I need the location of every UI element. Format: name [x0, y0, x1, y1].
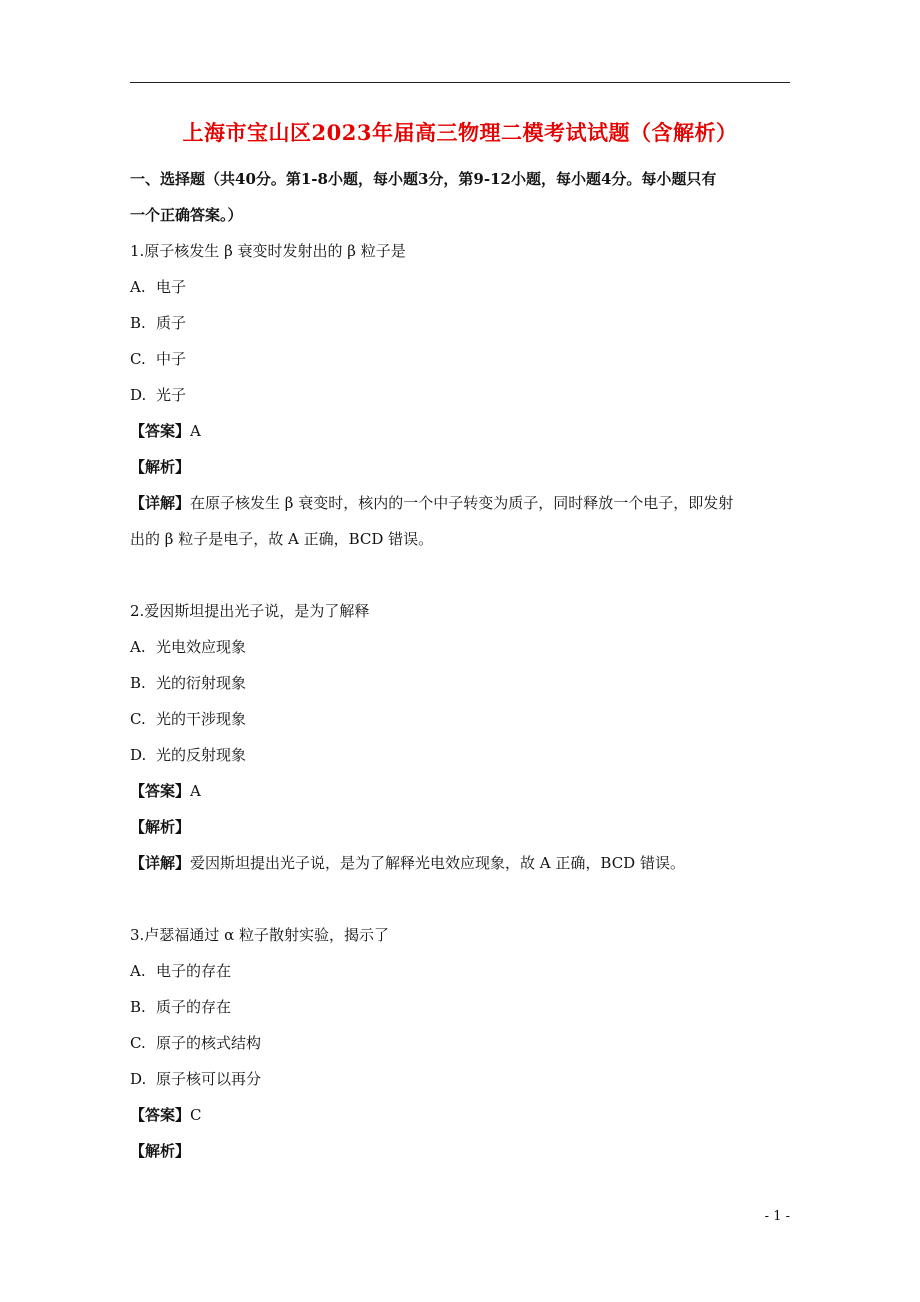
answer-line [130, 1097, 795, 1133]
answer-label: 【答案】 [130, 1106, 191, 1124]
option-d [130, 377, 795, 413]
answer-label: 【答案】 [130, 782, 191, 800]
analysis-line [130, 809, 795, 845]
option-letter: B. [130, 674, 146, 692]
option-text: 光电效应现象 [156, 638, 247, 656]
analysis-label: 【解析】 [130, 1142, 191, 1160]
option-letter: C. [130, 1034, 146, 1052]
option-text: 光子 [156, 386, 187, 404]
option-letter: A. [130, 962, 146, 980]
option-b [130, 665, 795, 701]
option-text: 原子的核式结构 [156, 1034, 262, 1052]
question-stem: 1.原子核发生 β 衰变时发射出的 β 粒子是 [130, 242, 406, 260]
option-c [130, 1025, 795, 1061]
option-text: 光的反射现象 [156, 746, 247, 764]
header-rule [130, 82, 790, 83]
page-number: - 1 - [764, 1209, 790, 1224]
analysis-line [130, 449, 795, 485]
option-letter: C. [130, 350, 146, 368]
detail-label: 【详解】 [130, 494, 191, 512]
option-letter: A. [130, 638, 146, 656]
document-title: 上海市宝山区2023年届高三物理二模考试试题（含解析） [182, 120, 738, 145]
option-b [130, 305, 795, 341]
option-text: 电子的存在 [156, 962, 232, 980]
detail-line-1 [130, 485, 795, 521]
detail-text: 在原子核发生 β 衰变时，核内的一个中子转变为质子，同时释放一个电子，即发射 [190, 494, 734, 512]
question-2 [130, 593, 795, 881]
option-text: 质子的存在 [156, 998, 232, 1016]
option-letter: B. [130, 998, 146, 1016]
option-a [130, 953, 795, 989]
option-d [130, 737, 795, 773]
blank-line [130, 557, 795, 593]
section-heading-line-2: 一个正确答案。） [130, 206, 243, 224]
detail-line-1 [130, 845, 795, 881]
document-body [130, 161, 795, 1169]
option-c [130, 341, 795, 377]
question-stem: 2.爱因斯坦提出光子说，是为了解释 [130, 602, 370, 620]
option-letter: D. [130, 386, 147, 404]
option-letter: A. [130, 278, 146, 296]
section-heading-line-1: 一、选择题（共40分。第1-8小题，每小题3分，第9-12小题，每小题4分。每小题只有 [130, 170, 717, 188]
option-text: 电子 [156, 278, 187, 296]
question-stem: 3.卢瑟福通过 α 粒子散射实验，揭示了 [130, 926, 389, 944]
question-1 [130, 233, 795, 557]
question-3 [130, 917, 795, 1169]
detail-text: 爱因斯坦提出光子说，是为了解释光电效应现象，故 A 正确，BCD 错误。 [190, 854, 685, 872]
analysis-label: 【解析】 [130, 818, 191, 836]
option-text: 光的衍射现象 [156, 674, 247, 692]
detail-line-2: 出的 β 粒子是电子，故 A 正确，BCD 错误。 [130, 530, 434, 548]
option-d [130, 1061, 795, 1097]
answer-line [130, 773, 795, 809]
option-text: 光的干涉现象 [156, 710, 247, 728]
option-a [130, 629, 795, 665]
option-text: 中子 [156, 350, 187, 368]
blank-line [130, 881, 795, 917]
option-letter: C. [130, 710, 146, 728]
option-b [130, 989, 795, 1025]
answer-value: A [190, 422, 201, 440]
option-letter: D. [130, 746, 147, 764]
option-letter: D. [130, 1070, 147, 1088]
answer-line [130, 413, 795, 449]
answer-value: A [190, 782, 201, 800]
option-text: 原子核可以再分 [156, 1070, 262, 1088]
option-c [130, 701, 795, 737]
option-a [130, 269, 795, 305]
option-text: 质子 [156, 314, 187, 332]
answer-label: 【答案】 [130, 422, 191, 440]
analysis-label: 【解析】 [130, 458, 191, 476]
analysis-line [130, 1133, 795, 1169]
option-letter: B. [130, 314, 146, 332]
detail-label: 【详解】 [130, 854, 191, 872]
answer-value: C [190, 1106, 202, 1124]
